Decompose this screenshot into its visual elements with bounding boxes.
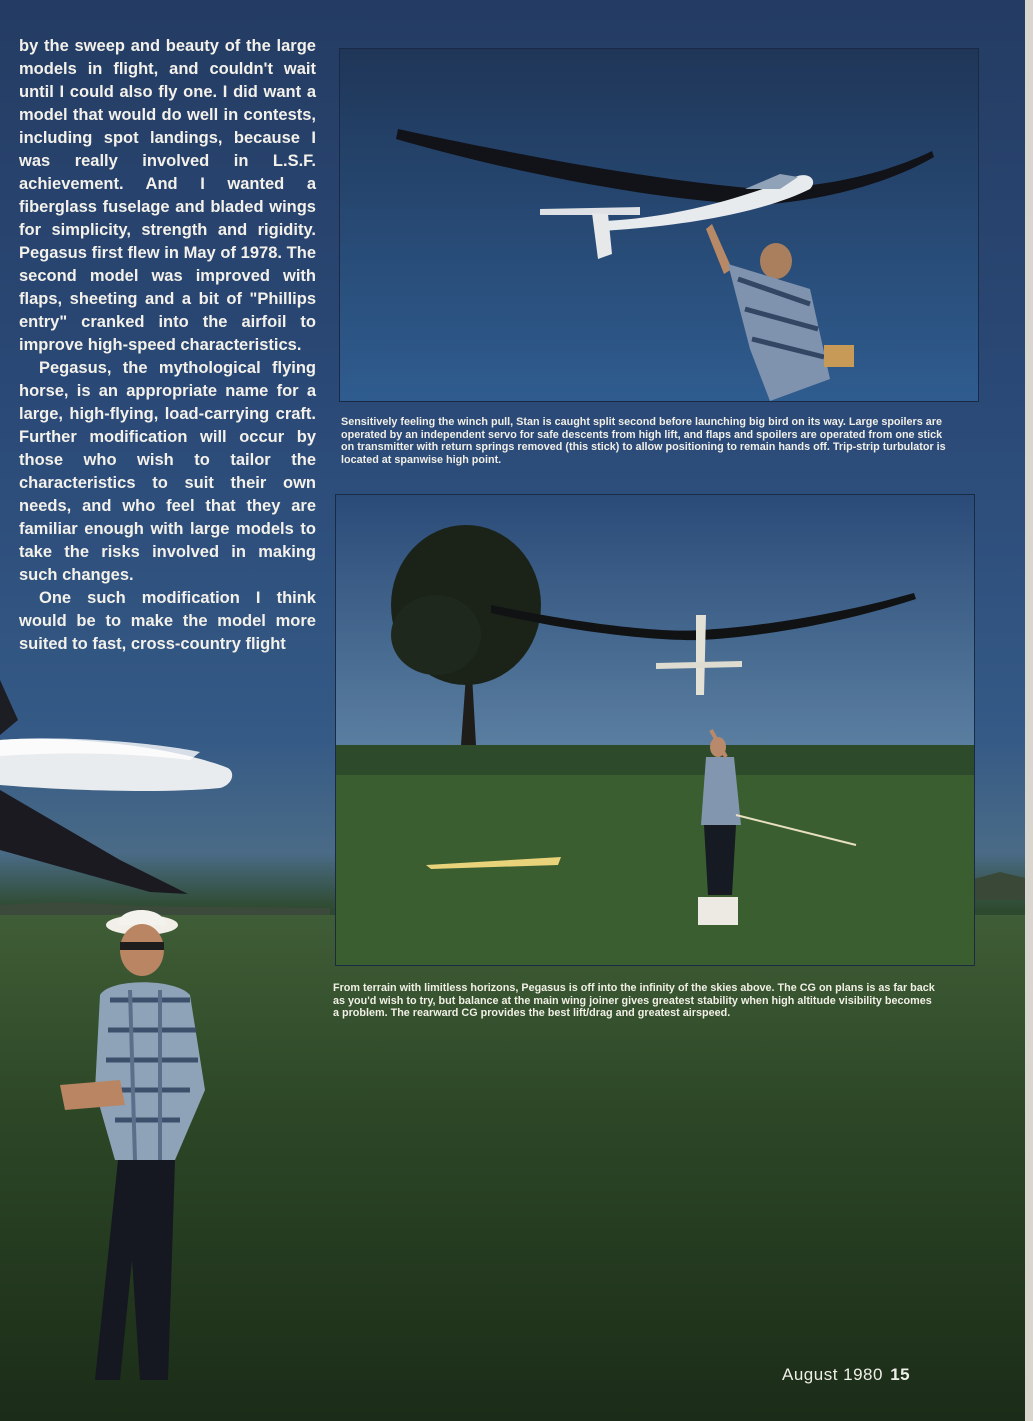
caption-launch-photo: Sensitively feeling the winch pull, Stan is caught split second before launching big bird on its way. Large spoilers are operated by an independent servo for safe descents from high lift, and flaps and spoilers are operated from one stick on transmitter with return springs removed (this stick) to allow positioning to remain hands off. Trip-strip turbulator is located at spanwise high point. xyxy=(341,416,946,466)
body-paragraph-3: One such modification I think would be to make the model more suited to fast, cross-country flight xyxy=(19,589,316,653)
issue-date: August 1980 xyxy=(782,1365,883,1384)
page-edge xyxy=(1025,0,1033,1421)
body-paragraph-2: Pegasus, the mythological flying horse, is an appropriate name for a large, high-flying, load-carrying craft. Further modification will occur by those who wish to tailor the characteristics to suit their own needs, and who feel that they are familiar enough with large models to take the risks involved in making such changes. xyxy=(19,359,316,584)
article-body-column xyxy=(19,35,316,656)
caption-overhead-photo: From terrain with limitless horizons, Pegasus is off into the infinity of the skies above. The CG on plans is as far back as you'd wish to try, but balance at the main wing joiner gives greatest stability when high altitude visibility becomes a problem. The rearward CG provides the best lift/drag and greatest airspeed. xyxy=(333,982,935,1019)
overhead-photo-illustration xyxy=(336,495,974,965)
body-paragraph-1: by the sweep and beauty of the large models in flight, and couldn't wait until I could also fly one. I did want a model that would do well in contests, including spot landings, because I was really involved in L.S.F. achievement. And I wanted a fiberglass fuselage and bladed wings for simplicity, strength and rigidity. Pegasus first flew in May of 1978. The second model was improved with flaps, sheeting and a bit of "Phillips entry" cranked into the airfoil to improve high-speed characteristics. xyxy=(19,37,316,354)
page-number: 15 xyxy=(890,1365,911,1384)
page-folio xyxy=(782,1365,910,1385)
photo-overhead xyxy=(335,494,975,966)
photo-launch xyxy=(339,48,979,402)
launch-photo-illustration xyxy=(340,49,978,401)
